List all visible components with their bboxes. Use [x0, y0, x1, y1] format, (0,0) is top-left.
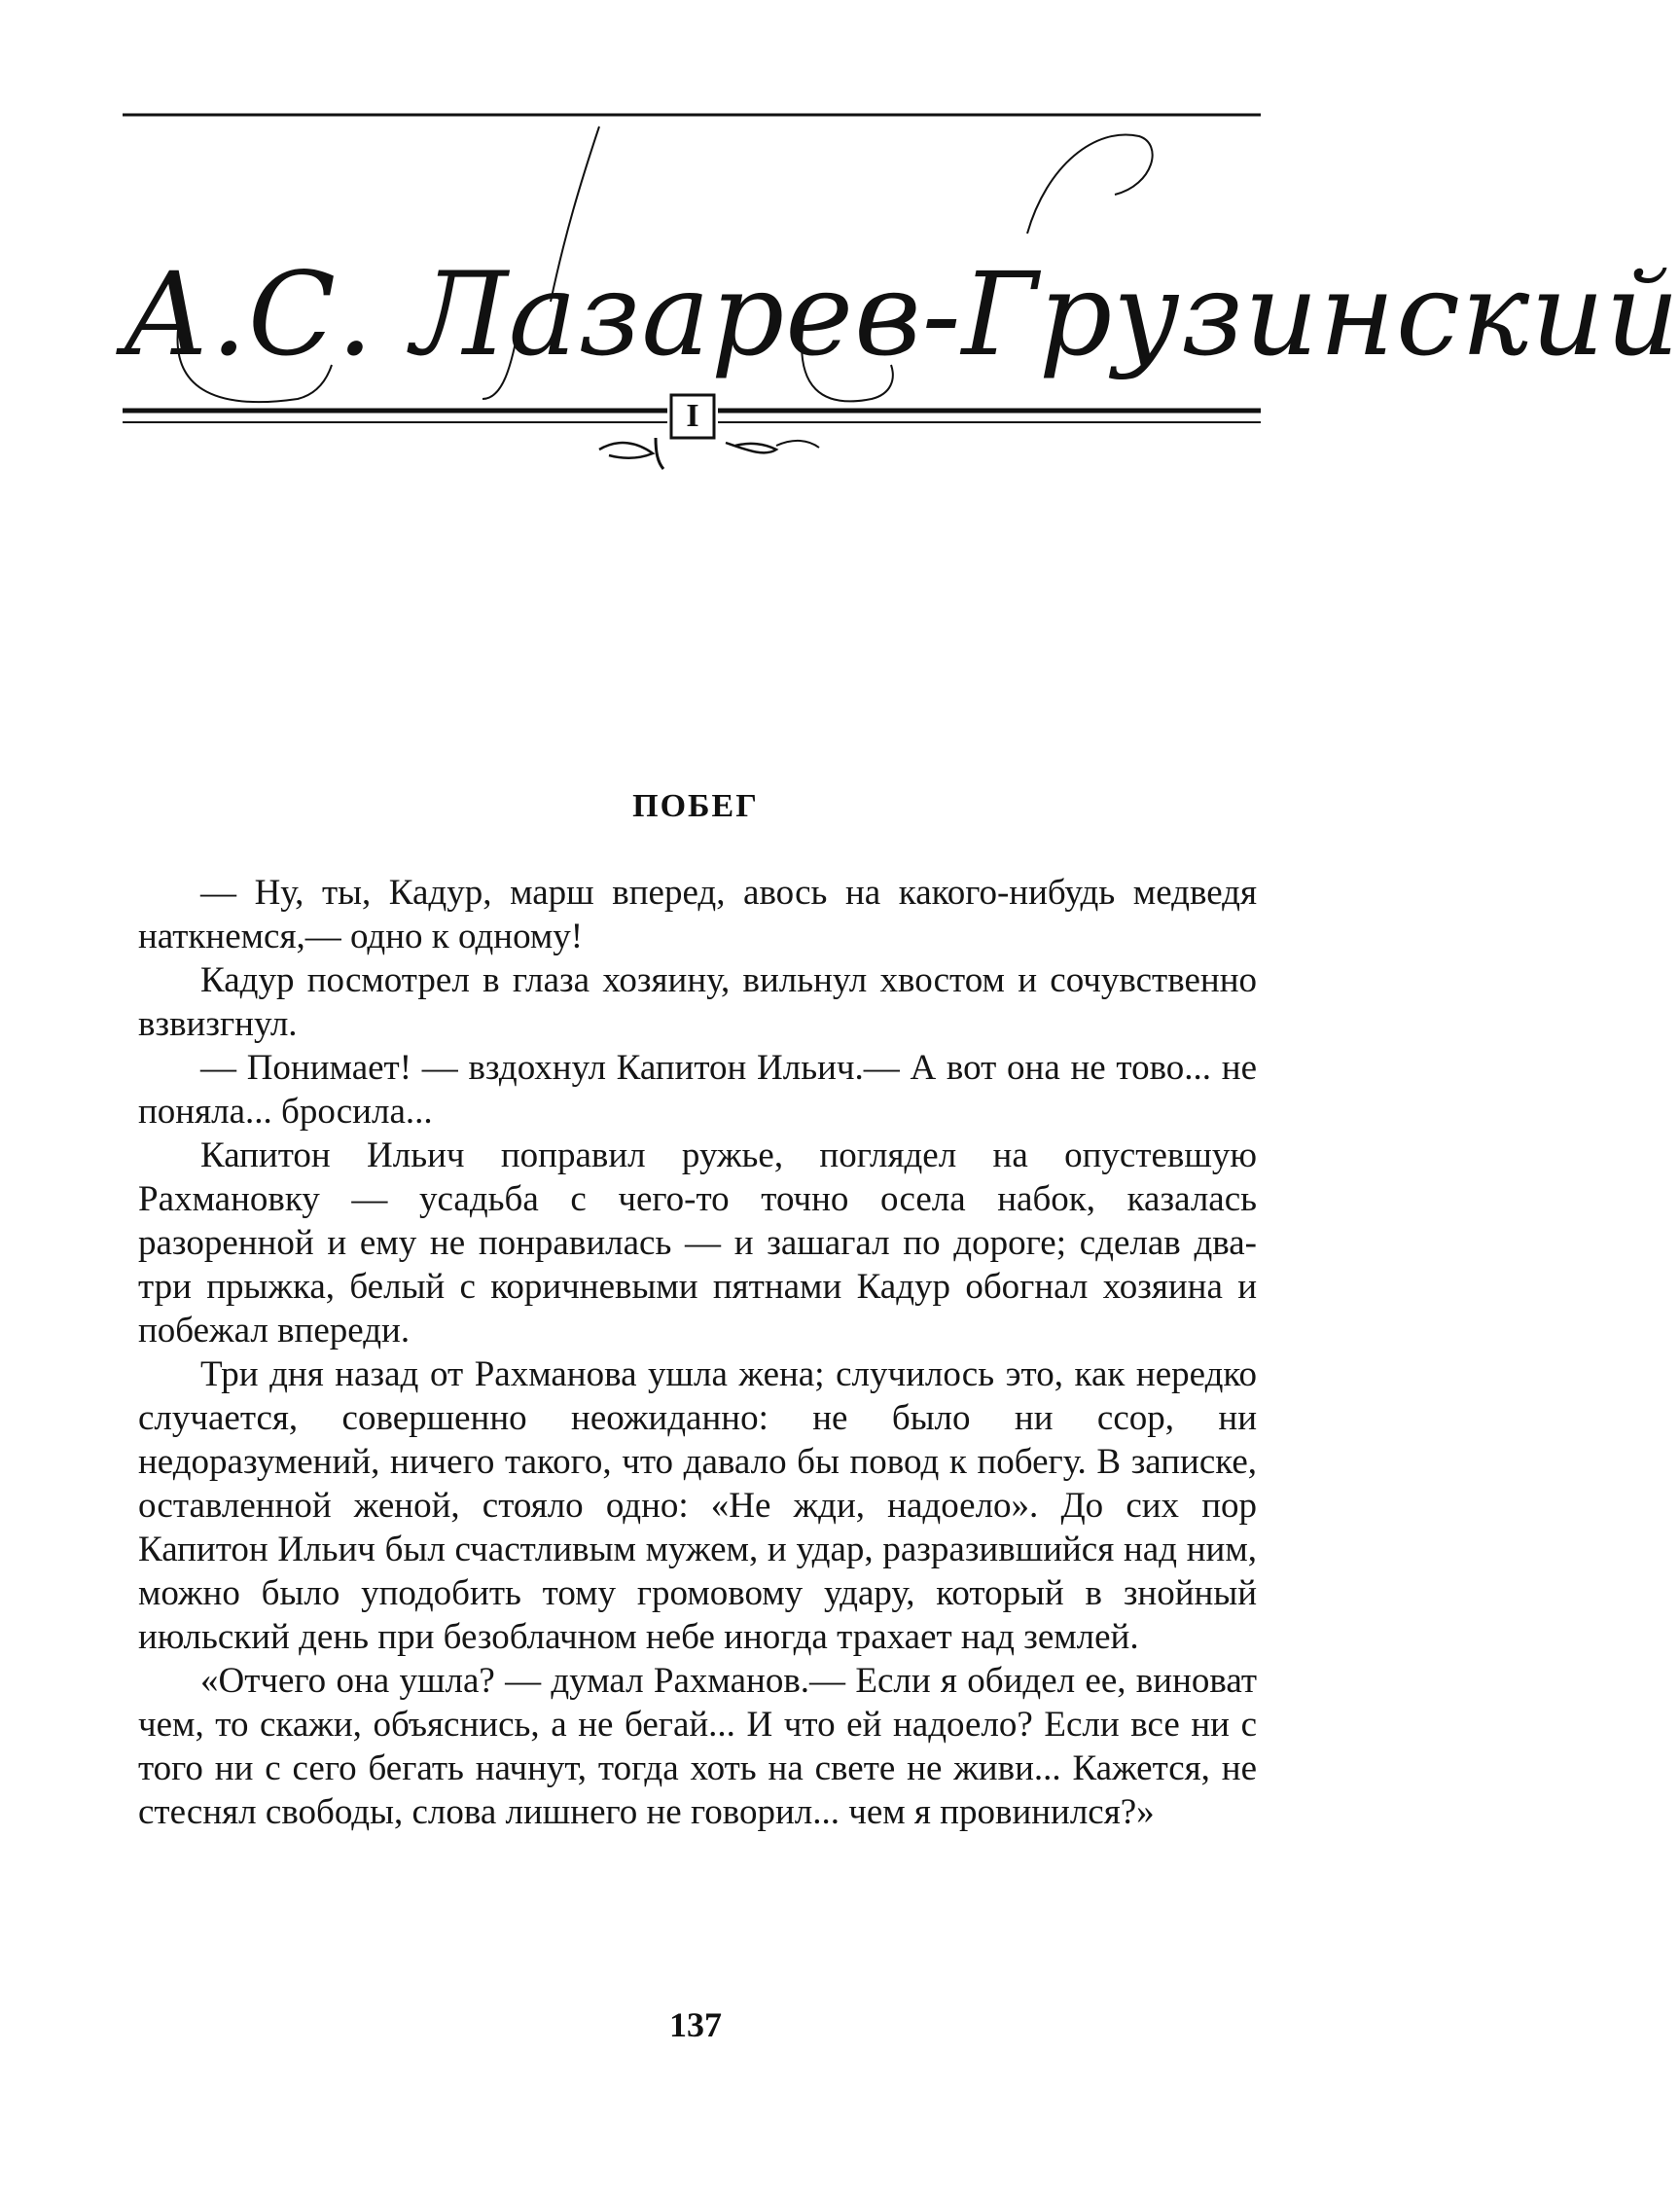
paragraph: Кадур посмотрел в глаза хозяину, вильнул хвостом и сочувственно взвизгнул.: [138, 960, 1257, 1044]
title-ornament: [123, 107, 1680, 496]
page-number: 137: [669, 2005, 722, 2044]
body-text: [138, 871, 1257, 1834]
chapter-title: ПОБЕГ: [632, 788, 759, 824]
paragraph: Капитон Ильич поправил ружье, поглядел на опустевшую Рахмановку — усадьба с чего-то точно осела набок, казалась разоренной и ему не понравилась — и зашагал по дороге; сделав два-три прыжка, белый с коричневыми пятнами Кадур обогнал хозяина и побежал впереди.: [138, 1135, 1257, 1351]
paragraph: — Ну, ты, Кадур, марш вперед, авось на какого-нибудь медведя наткнемся,— одно к одному!: [138, 873, 1257, 956]
paragraph: «Отчего она ушла? — думал Рахманов.— Если я обидел ее, виноват чем, то скажи, объяснись, а не бегай... И что ей надоело? Если все ни с того ни с сего бегать начнут, тогда хоть на свете не живи... Кажется, не стеснял свободы, слова лишнего не говорил... чем я провинился?»: [138, 1661, 1257, 1832]
roman-numeral: I: [686, 398, 699, 434]
paragraph: — Понимает! — вздохнул Капитон Ильич.— А вот она не тово... не поняла... бросила...: [138, 1048, 1257, 1132]
author-name: А.С. Лазарев-Грузинский: [123, 247, 1680, 381]
paragraph: Три дня назад от Рахманова ушла жена; случилось это, как нередко случается, совершенно неожиданно: не было ни ссор, ни недоразумений, ничего такого, что давало бы повод к побегу. В записке, оставленной женой, стояло одно: «Не жди, надоело». До сих пор Капитон Ильич был счастливым мужем, и удар, разразившийся над ним, можно было уподобить тому громовому удару, который в знойный июльский день при безоблачном небе иногда трахает над землей.: [138, 1354, 1257, 1657]
